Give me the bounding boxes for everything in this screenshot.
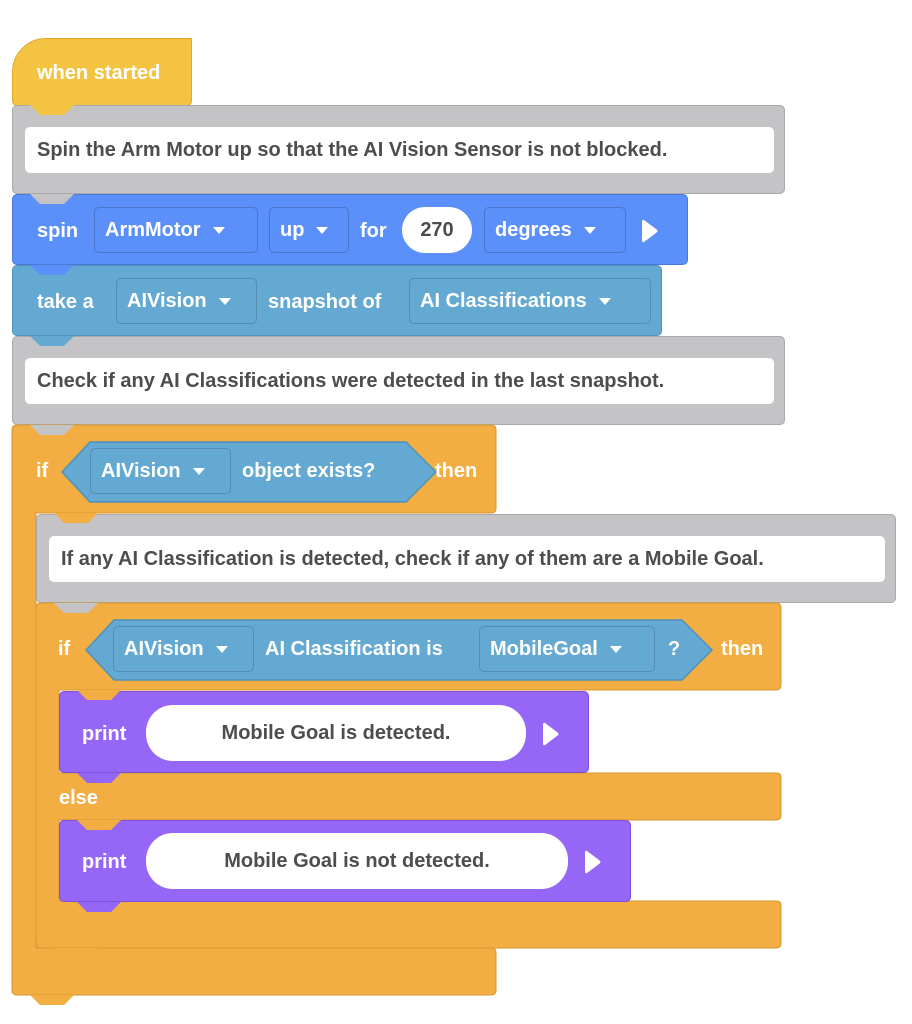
print-label: print [82,723,127,745]
question-mark: ? [668,638,681,660]
print-text-input[interactable]: Mobile Goal is not detected. [146,833,568,889]
print-label: print [82,851,127,873]
outer-if-label: if [36,460,49,482]
spin-label: spin [37,220,79,242]
snapshot-sensor-value: AIVision [127,289,207,312]
take-label: take a [37,291,94,313]
else-label: else [59,787,98,809]
outer-if-condition: object exists? [242,460,376,482]
snapshot-target-value: AI Classifications [420,289,587,312]
direction-dropdown-value: up [280,218,305,241]
inner-if-sensor-value: AIVision [124,637,204,660]
comment-text-1[interactable]: Spin the Arm Motor up so that the AI Vision Sensor is not blocked. [25,127,774,173]
motor-dropdown-value: ArmMotor [105,218,201,241]
inner-if-then-label: then [721,638,764,660]
inner-if-label: if [58,638,71,660]
units-dropdown-value: degrees [495,218,572,241]
outer-if-then-label: then [435,460,478,482]
classification-value: MobileGoal [490,637,598,660]
comment-text-3[interactable]: If any AI Classification is detected, check if any of them are a Mobile Goal. [49,536,885,582]
amount-input[interactable]: 270 [402,207,472,253]
print-text-input[interactable]: Mobile Goal is detected. [146,705,526,761]
outer-if-sensor-value: AIVision [101,459,181,482]
inner-if-condition-label: AI Classification is [265,638,443,660]
comment-text-2[interactable]: Check if any AI Classifications were detected in the last snapshot. [25,358,774,404]
snapshot-of-label: snapshot of [268,291,382,313]
when-started-label: when started [37,62,161,84]
for-label: for [360,220,387,242]
